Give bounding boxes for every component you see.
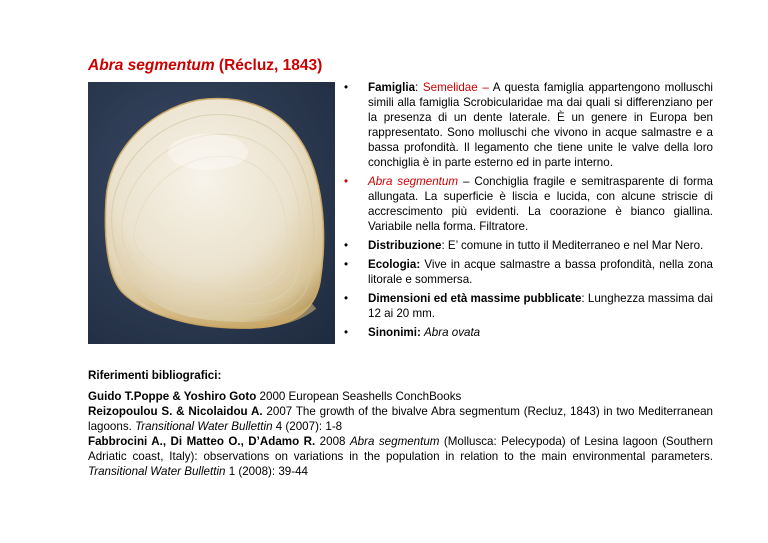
reference-text: 2000 European Seashells ConchBooks [256,390,462,403]
page-title [88,57,322,75]
bullet-ecologia [340,257,713,287]
reference-text: 2008 [315,435,350,448]
reference-item [88,389,713,404]
distribuzione-text: : E’ comune in tutto il Mediterraneo e nel Mar Nero. [441,239,704,252]
reference-text: 4 (2007): 1-8 [272,420,343,433]
bullet-dot: • [343,81,349,94]
reference-text: 2007 The growth of the bivalve Abra segmentum (Recluz, 1843) in two Mediterranean lagoons. [88,405,713,433]
reference-journal: Transitional Water Bullettin [88,465,226,478]
species-text: – Conchiglia fragile e semitrasparente di forma allungata. La superficie è liscia e lucida, con alcune striscie di accrescimento più evidenti. La coorazione è bianco giallina. Variabile nella forma. Filtratore. [368,175,713,233]
reference-item [88,434,713,479]
bullet-dot: • [343,175,349,188]
reference-journal: Transitional Water Bullettin [135,420,273,433]
sinonimi-label: Sinonimi: [368,326,421,339]
dimensioni-label: Dimensioni ed età massime pubblicate [368,292,582,305]
bullet-dot: • [343,292,349,305]
ecologia-text: Vive in acque salmastre a bassa profondità, nella zona litorale e sommersa. [368,258,713,286]
bullet-dot: • [343,326,349,339]
reference-authors: Reizopoulou S. & Nicolaidou A. [88,405,263,418]
famiglia-name: Semelidae – [422,81,489,94]
shell-image [88,82,335,344]
sinonimi-value: Abra ovata [424,326,481,339]
famiglia-sep: : [415,81,423,94]
bullet-sinonimi [340,325,713,340]
bullet-distribuzione [340,238,713,253]
reference-text: (Mollusca: Pelecypoda) of Lesina lagoon (Southern Adriatic coast, Italy): observations on variations in the population in relation to the main environmental parameters. [88,435,713,463]
description-bullets [340,80,713,344]
reference-authors: Fabbrocini A., Di Matteo O., D’Adamo R. [88,435,316,448]
references-heading: Riferimenti bibliografici: [88,369,222,382]
bullet-dimensioni [340,291,713,321]
bullet-dot: • [343,258,349,271]
bullet-species [340,174,713,234]
reference-authors: Guido T.Poppe & Yoshiro Goto [88,390,257,403]
bullet-famiglia [340,80,713,170]
famiglia-text: A questa famiglia appartengono molluschi simili alla famiglia Scrobicularidae ma dai quali si differenziano per la presenza di un dente laterale. È un genere in Europa ben rappresentato. Sono molluschi che vivono in acque salmastre e a bassa profondità. Il legamento che tiene unite le valve della loro conchiglia è in parte esterno ed in parte interno. [368,81,713,169]
reference-species: Abra segmentum [349,435,440,448]
shell-photo [88,82,335,344]
distribuzione-label: Distribuzione [368,239,442,252]
bullet-dot: • [343,239,349,252]
reference-item [88,404,713,434]
dimensioni-text: : Lunghezza massima dai 12 ai 20 mm. [368,292,714,320]
references-list [88,389,713,479]
title-species: Abra segmentum [88,57,215,74]
species-name: Abra segmentum [368,175,459,188]
ecologia-label: Ecologia: [368,258,421,271]
reference-text: 1 (2008): 39-44 [225,465,308,478]
famiglia-label: Famiglia [368,81,416,94]
title-author: (Récluz, 1843) [214,57,323,74]
